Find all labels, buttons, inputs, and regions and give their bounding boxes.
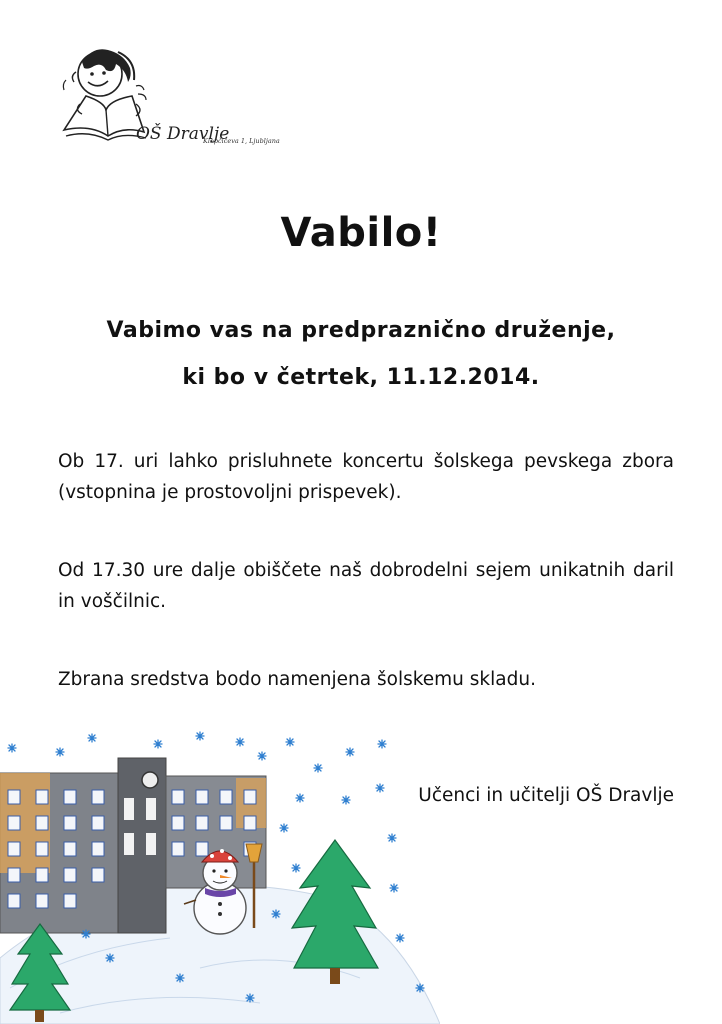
paragraph-concert: Ob 17. uri lahko prisluhnete koncertu šolskega pevskega zbora (vstopnina je prostovoljni prispevek). — [58, 451, 674, 503]
page-title: Vabilo! — [280, 210, 442, 256]
winter-drawing-icon — [0, 728, 440, 1024]
paragraph-funds: Zbrana sredstva bodo namenjena šolskemu skladu. — [58, 669, 536, 690]
tree-icon — [292, 840, 378, 984]
school-name: OŠ Dravlje — [136, 124, 230, 144]
signature: Učenci in učitelji OŠ Dravlje — [418, 785, 674, 806]
subtitle-line-1: Vabimo vas na predpraznično druženje, — [106, 318, 616, 343]
paragraph-fair: Od 17.30 ure dalje obiščete naš dobrodelni sejem unikatnih daril in voščilnic. — [58, 560, 674, 612]
subtitle-line-2: ki bo v četrtek, 11.12.2014. — [182, 365, 540, 390]
school-address: Klopčičeva 1, Ljubljana — [203, 137, 280, 145]
